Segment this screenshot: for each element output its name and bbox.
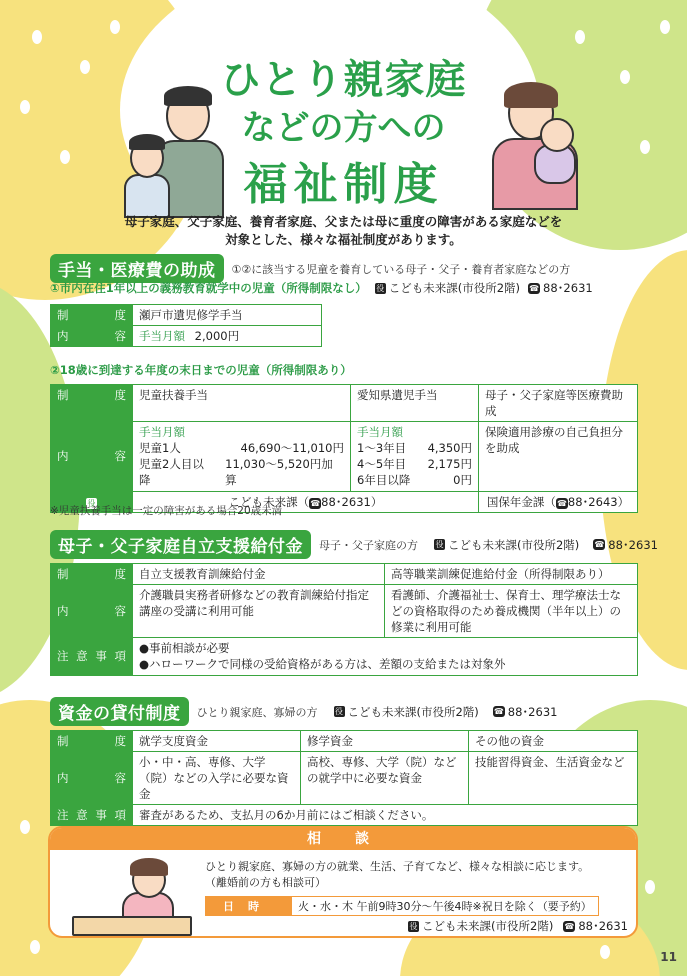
phone-icon: ☎ bbox=[310, 498, 321, 508]
col-title: 母子・父子家庭等医療費助成 bbox=[479, 385, 638, 422]
consultation-illustration bbox=[72, 858, 192, 936]
allowance-section-header bbox=[50, 254, 570, 283]
col-title: 自立支援教育訓練給付金 bbox=[133, 564, 385, 585]
intro-text-line2: 対象とした、様々な福祉制度があります。 bbox=[225, 232, 462, 247]
loan-section-header bbox=[50, 697, 557, 726]
col1-content bbox=[133, 422, 351, 491]
office-name: 国保年金課（ bbox=[486, 494, 556, 509]
phone-contact bbox=[493, 704, 558, 720]
content-value: 2,000円 bbox=[194, 329, 240, 344]
amount-value: 2,175円 bbox=[427, 457, 472, 472]
allowance-sub2-header bbox=[50, 362, 352, 378]
phone-number: 88･2631 bbox=[608, 537, 658, 552]
phone-icon: ☎ bbox=[556, 498, 567, 508]
label-content: 内 容 bbox=[51, 422, 133, 491]
allowance-footnote: ※児童扶養手当は一定の障害がある場合20歳未満 bbox=[50, 505, 283, 517]
consultation-hours bbox=[205, 896, 599, 916]
phone-contact bbox=[593, 537, 658, 553]
phone-icon: ☎ bbox=[529, 283, 540, 293]
col1-content: 介護職員実務者研修などの教育訓練給付指定講座の受講に利用可能 bbox=[133, 585, 385, 638]
amount-label: 児童1人 bbox=[139, 441, 181, 456]
allowance-sub2-title: ②18歳に到達する年度の末日までの児童（所得制限あり） bbox=[50, 363, 352, 377]
table-row bbox=[51, 585, 638, 638]
phone-number: 88･2631 bbox=[507, 704, 558, 719]
table-row bbox=[51, 564, 638, 585]
content-cell bbox=[133, 326, 322, 347]
allowance-sub1-header bbox=[50, 280, 593, 296]
col-title: その他の資金 bbox=[469, 731, 638, 752]
loan-section-note: ひとり親家庭、寡婦の方 bbox=[196, 705, 318, 719]
table-row bbox=[51, 326, 322, 347]
phone-number: 88･2631 bbox=[321, 494, 371, 509]
phone-number: 88･2631 bbox=[543, 281, 593, 295]
consultation-box bbox=[48, 826, 638, 938]
hours-value: 火・水・木 午前9時30分～午後4時※祝日を除く（要予約） bbox=[291, 896, 599, 916]
independence-section-note: 母子・父子家庭の方 bbox=[319, 538, 418, 552]
col-title: 就学支度資金 bbox=[133, 731, 301, 752]
table-row bbox=[51, 422, 638, 491]
independence-section-title: 母子・父子家庭自立支援給付金 bbox=[50, 530, 311, 559]
office-icon: 役 bbox=[435, 540, 444, 549]
amount-label: 4～5年目 bbox=[357, 457, 407, 472]
amount-value: 0円 bbox=[453, 473, 472, 488]
page-title-line3: 福祉制度 bbox=[243, 159, 444, 210]
note-item: ●ハローワークで同様の受給資格がある方は、差額の支給または対象外 bbox=[139, 657, 506, 672]
phone-contact bbox=[528, 280, 593, 296]
allowance-section-note: ①②に該当する児童を養育している母子・父子・養育者家庭などの方 bbox=[231, 262, 571, 276]
label-system: 制 度 bbox=[51, 564, 133, 585]
amount-row bbox=[357, 472, 472, 488]
office-contact bbox=[334, 704, 479, 720]
label-notes: 注意事項 bbox=[51, 638, 133, 675]
phone-number: 88･2631 bbox=[578, 919, 628, 933]
office-contact bbox=[375, 280, 520, 296]
office-icon: 役 bbox=[335, 707, 343, 716]
table-row bbox=[51, 305, 322, 326]
office-icon: 役 bbox=[376, 283, 385, 293]
col3-content: 保険適用診療の自己負担分を助成 bbox=[479, 422, 638, 491]
label-content: 内 容 bbox=[51, 585, 133, 638]
table-row bbox=[51, 805, 638, 826]
notes-cell: 審査があるため、支払月の6か月前にはご相談ください。 bbox=[133, 805, 638, 826]
page-number: 11 bbox=[660, 950, 677, 964]
amount-label: 6年目以降 bbox=[357, 473, 411, 488]
label-system: 制 度 bbox=[51, 385, 133, 422]
col-title: 児童扶養手当 bbox=[133, 385, 351, 422]
office-name: こども未来課(市役所2階) bbox=[422, 919, 554, 933]
amount-value: 4,350円 bbox=[427, 441, 472, 456]
amount-row bbox=[357, 456, 472, 472]
loan-section-title: 資金の貸付制度 bbox=[50, 697, 189, 726]
table-row bbox=[51, 638, 638, 675]
col3-content: 技能習得資金、生活資金など bbox=[469, 752, 638, 805]
col-title: 修学資金 bbox=[301, 731, 469, 752]
amount-value: 46,690～11,010円 bbox=[240, 441, 344, 456]
allowance-sub1-title: ①市内在住1年以上の義務教育就学中の児童（所得制限なし） bbox=[50, 281, 367, 295]
phone-icon: ☎ bbox=[564, 921, 575, 931]
label-system: 制 度 bbox=[51, 731, 133, 752]
amount-row bbox=[139, 456, 344, 488]
col1-sub: 手当月額 bbox=[139, 425, 185, 440]
col2-content: 高校、専修、大学（院）などの就学中に必要な資金 bbox=[301, 752, 469, 805]
label-system: 制 度 bbox=[51, 305, 133, 326]
consultation-text-line2: （離婚前の方も相談可） bbox=[205, 876, 326, 889]
intro-text-line1: 母子家庭、父子家庭、養育者家庭、父または母に重度の障害がある家庭などを bbox=[124, 214, 563, 229]
consultation-title: 相 談 bbox=[50, 828, 636, 850]
label-notes: 注意事項 bbox=[51, 805, 133, 826]
amount-row bbox=[139, 440, 344, 456]
phone-icon: ☎ bbox=[594, 540, 605, 549]
label-content: 内 容 bbox=[51, 752, 133, 805]
consultation-contact bbox=[408, 918, 628, 934]
counselor-hair bbox=[130, 858, 168, 876]
independence-section-header bbox=[50, 530, 658, 559]
office-row-left: こども未来課（☎88･2631） bbox=[133, 491, 479, 512]
loan-table bbox=[50, 730, 638, 826]
col-title: 愛知県遺児手当 bbox=[351, 385, 479, 422]
allowance-sub1-table bbox=[50, 304, 322, 347]
phone-icon: ☎ bbox=[493, 707, 504, 716]
desk bbox=[72, 916, 192, 936]
office-row-right: 国保年金課（☎88･2643） bbox=[479, 491, 638, 512]
col2-content: 看護師、介護福祉士、保育士、理学療法士などの資格取得のため養成機関（半年以上）の修業に利用可能 bbox=[385, 585, 638, 638]
page-title-line2: などの方への bbox=[241, 108, 446, 148]
allowance-section-title: 手当・医療費の助成 bbox=[50, 254, 224, 283]
office-icon: 役 bbox=[409, 921, 418, 931]
col2-content bbox=[351, 422, 479, 491]
note-item: ●事前相談が必要 bbox=[139, 641, 230, 656]
content-label: 手当月額 bbox=[139, 329, 185, 344]
office-name: こども未来課(市役所2階) bbox=[347, 704, 479, 719]
hours-label: 日時 bbox=[205, 896, 291, 916]
office-contact bbox=[434, 537, 579, 553]
table-row bbox=[51, 731, 638, 752]
consultation-text-line1: ひとり親家庭、寡婦の方の就業、生活、子育てなど、様々な相談に応じます。 bbox=[205, 860, 590, 873]
amount-row bbox=[357, 440, 472, 456]
office-icon: 役 bbox=[87, 498, 96, 508]
office-name: こども未来課(市役所2階) bbox=[448, 537, 580, 552]
table-row bbox=[51, 385, 638, 422]
label-content: 内 容 bbox=[51, 326, 133, 347]
office-name: こども未来課(市役所2階) bbox=[388, 281, 521, 295]
amount-label: 1～3年目 bbox=[357, 441, 407, 456]
table-row bbox=[51, 752, 638, 805]
amount-label: 児童2人目以降 bbox=[139, 457, 204, 488]
amount-value: 11,030～5,520円加算 bbox=[225, 457, 333, 488]
allowance-sub2-table bbox=[50, 384, 638, 513]
office-contact bbox=[408, 918, 553, 934]
office-name: こども未来課（ bbox=[228, 494, 310, 509]
notes-cell bbox=[133, 638, 638, 675]
col1-content: 小・中・高、専修、大学（院）などの入学に必要な資金 bbox=[133, 752, 301, 805]
phone-contact bbox=[563, 918, 628, 934]
col-title: 高等職業訓練促進給付金（所得制限あり） bbox=[385, 564, 638, 585]
phone-number: 88･2643 bbox=[567, 494, 618, 509]
independence-table bbox=[50, 563, 638, 676]
system-name: 瀬戸市遺児修学手当 bbox=[133, 305, 322, 326]
col2-sub: 手当月額 bbox=[357, 425, 403, 440]
page-title-line1: ひとり親家庭 bbox=[220, 57, 467, 103]
